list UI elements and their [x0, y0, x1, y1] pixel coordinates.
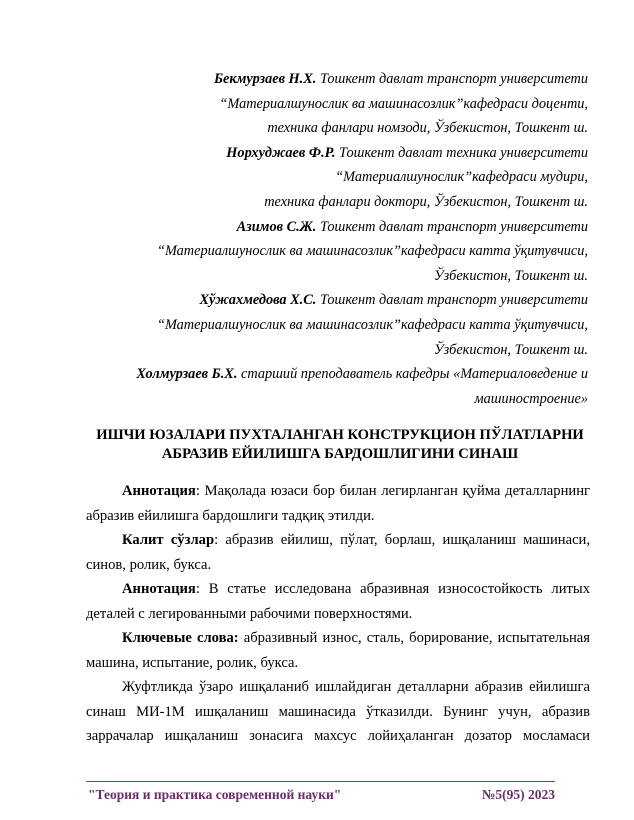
affiliation-text: Тошкент давлат транспорт университети	[319, 71, 588, 87]
annotation-uz	[86, 479, 590, 528]
title-line: АБРАЗИВ ЕЙИЛИШГА БАРДОШЛИГИНИ СИНАШ	[161, 446, 519, 462]
paragraph-text: : В статье исследована абразивная износостойкость литых деталей с легированными рабочими поверхностями.	[86, 581, 590, 622]
issue-number: №5(95) 2023	[481, 787, 555, 802]
annotation-ru	[86, 577, 590, 626]
title-line: ИШЧИ ЮЗАЛАРИ ПУХТАЛАНГАН КОНСТРУКЦИОН ПЎЛАТЛАРНИ	[96, 427, 584, 443]
author-name: Холмурзаев Б.Х.	[136, 366, 238, 383]
author-name: Бекмурзаев Н.Х.	[213, 71, 317, 87]
article-body	[86, 479, 590, 749]
paragraph-label: Калит сўзлар	[122, 532, 215, 548]
affiliation-text: “Материалшунослик”кафедраси мудири,	[335, 169, 588, 186]
affiliation-text: Тошкент давлат техника университети	[339, 144, 588, 161]
paragraph-label: Ключевые слова:	[122, 630, 239, 646]
journal-name: "Теория и практика современной науки"	[88, 787, 342, 802]
affiliation-text: машиностроение»	[474, 390, 588, 407]
author-name: Норхуджаев Ф.Р.	[226, 144, 336, 161]
paragraph-text: : абразив ейилиш, пўлат, борлаш, ишқаланиш машинаси, синов, ролик, букса.	[86, 532, 591, 573]
affiliation-text: Ўзбекистон, Тошкент ш.	[433, 341, 588, 358]
affiliation-text: “Материалшунослик ва машинасозлик”кафедраси катта ўқитувчиси,	[157, 243, 588, 260]
article-title	[84, 426, 596, 464]
keywords-uz	[86, 528, 590, 577]
footer-divider	[86, 781, 555, 782]
author-line	[96, 362, 588, 387]
paragraph-text: абразивный износ, сталь, борирование, испытательная машина, испытание, ролик, букса.	[86, 630, 590, 671]
paragraph-text: Жуфтликда ўзаро ишқаланиб ишлайдиган деталларни абразив ейилишга синаш МИ-1М ишқаланиш машинасида ўтказилди. Бунинг учун, абразив заррачалар ишқаланиш зонасига махсус лойиҳаланган дозатор мосламаси	[86, 679, 590, 744]
affiliation-text: Тошкент давлат транспорт университети	[319, 292, 588, 309]
affiliation-text: “Материалшунослик ва машинасозлик”кафедраси катта ўқитувчиси,	[157, 316, 588, 333]
author-affiliations	[96, 67, 588, 411]
affiliation-text: Тошкент давлат транспорт университети	[319, 218, 588, 235]
author-line	[96, 141, 588, 166]
paragraph-label: Аннотация	[122, 483, 196, 499]
affiliation-text: старший преподаватель кафедры «Материаловедение и	[240, 366, 588, 383]
author-line	[96, 67, 588, 92]
paragraph-label: Аннотация	[122, 581, 196, 597]
keywords-ru	[86, 626, 590, 675]
author-name: Азимов С.Ж.	[236, 218, 317, 235]
body-paragraph	[86, 675, 590, 749]
author-line	[96, 288, 588, 313]
affiliation-text: техника фанлари доктори, Ўзбекистон, Тошкент ш.	[264, 193, 588, 210]
paragraph-text: : Мақолада юзаси бор билан легирланган қуйма деталларнинг абразив ейилишга бардошлиги тадқиқ этилди.	[86, 483, 590, 524]
affiliation-text: техника фанлари номзоди, Ўзбекистон, Тошкент ш.	[267, 120, 588, 137]
author-name: Хўжахмедова Х.С.	[199, 292, 317, 309]
affiliation-text: Ўзбекистон, Тошкент ш.	[433, 267, 588, 284]
author-line	[96, 215, 588, 240]
affiliation-text: “Материалшунослик ва машинасозлик”кафедраси доценти,	[219, 95, 588, 112]
